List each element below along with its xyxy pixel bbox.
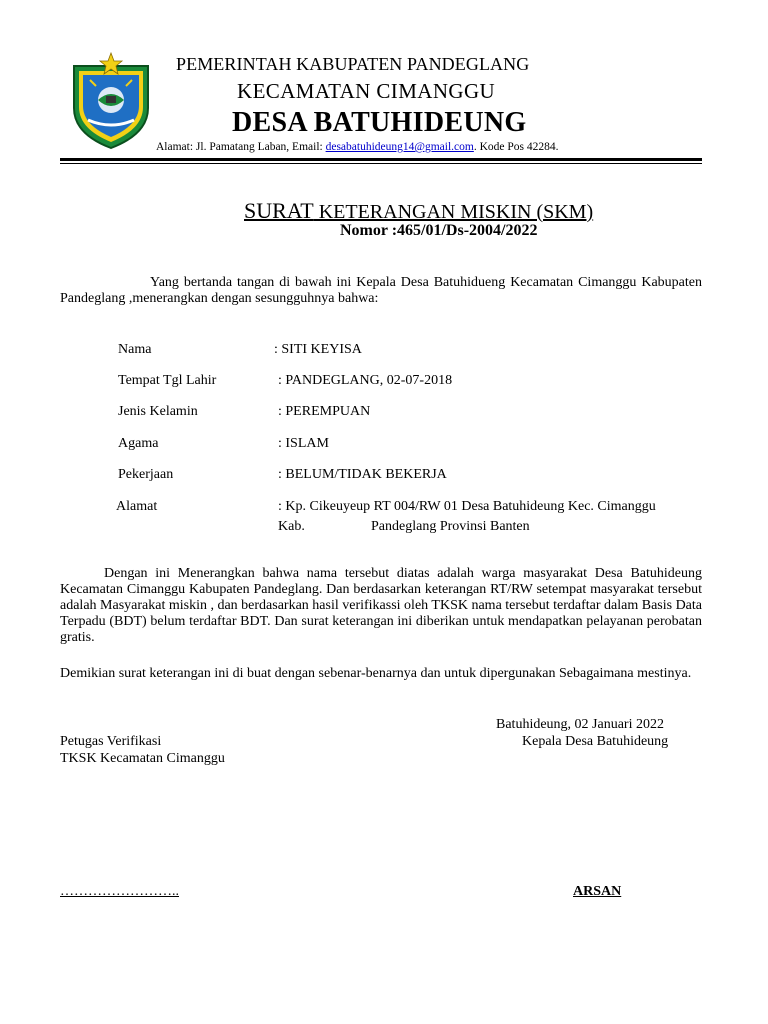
header-government-line: PEMERINTAH KABUPATEN PANDEGLANG: [176, 54, 530, 74]
closing-paragraph: Demikian surat keterangan ini di buat dengan sebenar-benarnya dan untuk dipergunakan Sebagaimana mestinya.: [60, 666, 692, 681]
field-value-alamat-kab: Kab.: [278, 519, 305, 534]
header-divider-thick: [60, 158, 702, 161]
signature-left-role-1: Petugas Verifikasi: [60, 734, 162, 749]
signature-left-name-blank: ……………………..: [60, 884, 179, 899]
field-label-ttl: Tempat Tgl Lahir: [118, 373, 217, 388]
field-value-nama: : SITI KEYISA: [274, 342, 362, 357]
signature-place-date: Batuhideung, 02 Januari 2022: [496, 717, 664, 732]
field-label-pekerjaan: Pekerjaan: [118, 467, 174, 482]
intro-paragraph: Yang bertanda tangan di bawah ini Kepala Desa Batuhidueng Kecamatan Cimanggu Kabupaten Pandeglang ,menerangkan dengan sesungguhnya bahwa:: [60, 275, 702, 306]
field-value-alamat-line1: : Kp. Cikeuyeup RT 004/RW 01 Desa Batuhideung Kec. Cimanggu: [278, 499, 656, 514]
header-village-name: DESA BATUHIDEUNG: [232, 107, 527, 138]
regency-coat-of-arms-logo: [68, 50, 154, 150]
field-label-alamat: Alamat: [116, 499, 158, 514]
title-first-word: SURAT: [244, 198, 314, 223]
field-value-pekerjaan: : BELUM/TIDAK BEKERJA: [278, 467, 447, 482]
signature-left-role-2: TKSK Kecamatan Cimanggu: [60, 751, 225, 766]
document-number: Nomor :465/01/Ds-2004/2022: [340, 222, 538, 239]
document-title: [244, 198, 593, 224]
field-value-ttl: : PANDEGLANG, 02-07-2018: [278, 373, 453, 388]
field-label-agama: Agama: [118, 436, 159, 451]
header-district-line: KECAMATAN CIMANGGU: [237, 79, 496, 103]
signature-right-name: ARSAN: [573, 884, 622, 899]
field-value-agama: : ISLAM: [278, 436, 329, 451]
body-paragraph: Dengan ini Menerangkan bahwa nama tersebut diatas adalah warga masyarakat Desa Batuhideung Kecamatan Cimanggu Kabupaten Pandeglang. Dan berdasarkan keterangan RT/RW setempat masyarakat tersebut adalah Masyarakat miskin , dan berdasarkan hasil verifikassi oleh TKSK nama tersebut terdaftar dalam Basis Data Terpadu (BDT) belum terdaftar BDT. Dan surat keterangan ini diberikan untuk mendapatkan pelayanan perobatan gratis.: [60, 566, 702, 645]
header-divider-thin: [60, 163, 702, 164]
field-label-nama: Nama: [118, 342, 152, 357]
address-prefix: Alamat: Jl. Pamatang Laban, Email:: [156, 141, 326, 153]
address-suffix: . Kode Pos 42284.: [473, 141, 559, 153]
field-label-jenis-kelamin: Jenis Kelamin: [118, 404, 198, 419]
field-value-jenis-kelamin: : PEREMPUAN: [278, 404, 371, 419]
field-value-alamat-line2: Pandeglang Provinsi Banten: [371, 519, 530, 534]
header-address: [156, 141, 559, 153]
email-link[interactable]: desabatuhideung14@gmail.com: [325, 141, 474, 153]
title-rest: KETERANGAN MISKIN (SKM): [313, 201, 594, 223]
signature-right-role: Kepala Desa Batuhideung: [522, 734, 669, 749]
